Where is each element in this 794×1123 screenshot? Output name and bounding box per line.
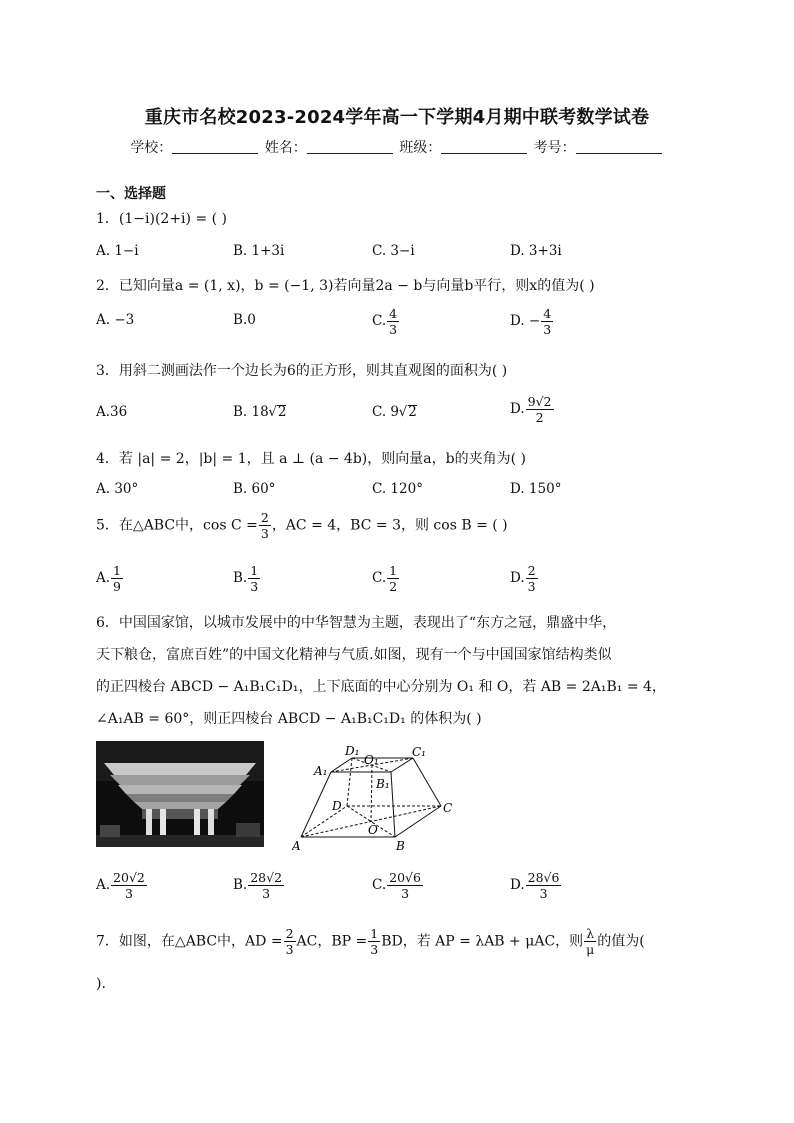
option-c[interactable]: C. 3−i — [372, 243, 415, 259]
option-c[interactable]: C. $\frac{1}{2}$ — [372, 563, 398, 594]
option-d[interactable]: D. − $\frac{4}{3}$ — [510, 306, 552, 337]
school-label: 学校： — [130, 140, 173, 156]
name-field[interactable] — [307, 139, 393, 154]
question-7: 7．如图，在△ABC中，AD = $\frac{2}{3}$ AC，BP = $\frac{1}{3}$ BD，若 AP = λAB + μAC，则 $\frac{\lambda}{\mu}$ 的值为( — [96, 926, 645, 957]
option-a[interactable]: A. $\frac{1}{9}$ — [96, 563, 121, 594]
question-2: 2．已知向量a = (1, x)，b = (−1, 3)若向量2a − b与向量b平行，则x的值为( ) — [96, 278, 595, 294]
option-a[interactable]: A. 1−i — [96, 243, 139, 259]
question-5-options — [96, 563, 696, 593]
label-O: O — [368, 823, 378, 837]
school-field[interactable] — [172, 139, 258, 154]
name-label: 姓名： — [264, 140, 307, 156]
option-b[interactable]: B. 1+3i — [233, 243, 285, 259]
label-D1: D₁ — [345, 744, 360, 758]
question-6-options — [96, 870, 696, 900]
option-d[interactable]: D. $\frac{28√6}{3}$ — [510, 870, 560, 901]
id-label: 考号： — [533, 140, 576, 156]
china-pavilion-photo — [96, 741, 264, 847]
question-6-line-3: 的正四棱台 ABCD − A₁B₁C₁D₁，上下底面的中心分别为 O₁ 和 O，若 AB = 2A₁B₁ = 4， — [96, 679, 666, 695]
option-d[interactable]: D. $\frac{9√2}{2}$ — [510, 394, 552, 425]
question-3: 3．用斜二测画法作一个边长为6的正方形，则其直观图的面积为( ) — [96, 363, 508, 379]
label-B: B — [396, 839, 405, 853]
class-label: 班级： — [399, 140, 442, 156]
question-7-tail: ). — [96, 976, 106, 992]
question-1-options — [96, 243, 696, 273]
label-A: A — [292, 839, 301, 853]
class-field[interactable] — [441, 139, 527, 154]
option-b[interactable]: B. 60° — [233, 481, 276, 497]
section-heading: 一、选择题 — [96, 186, 166, 202]
option-d[interactable]: D. 3+3i — [510, 243, 562, 259]
question-2-options — [96, 306, 696, 342]
id-field[interactable] — [576, 139, 662, 154]
option-a[interactable]: A. −3 — [96, 312, 135, 328]
option-b[interactable]: B. 18 √ 2 — [233, 404, 286, 420]
exam-title: 重庆市名校2023-2024学年高一下学期4月期中联考数学试卷 — [144, 107, 650, 128]
student-info-line — [0, 137, 794, 157]
label-A1: A₁ — [314, 764, 328, 778]
question-6-line-1: 6．中国国家馆，以城市发展中的中华智慧为主题，表现出了“东方之冠，鼎盛中华， — [96, 615, 617, 631]
option-c[interactable]: C. $\frac{4}{3}$ — [372, 306, 398, 337]
frustum-diagram — [292, 742, 462, 854]
label-D: D — [332, 799, 342, 813]
option-c[interactable]: C. 120° — [372, 481, 423, 497]
option-a[interactable]: A. 30° — [96, 481, 139, 497]
label-C1: C₁ — [412, 745, 426, 759]
option-b[interactable]: B.0 — [233, 312, 256, 328]
question-6-line-2: 天下粮仓，富庶百姓”的中国文化精神与气质.如图，现有一个与中国国家馆结构类似 — [96, 647, 612, 663]
option-d[interactable]: D. 150° — [510, 481, 562, 497]
label-C: C — [443, 801, 453, 815]
option-b[interactable]: B. $\frac{1}{3}$ — [233, 563, 259, 594]
question-1: 1．(1−i)(2+i) = ( ) — [96, 211, 228, 227]
label-O1: O₁ — [364, 753, 379, 767]
question-4-options — [96, 481, 696, 511]
option-d[interactable]: D. $\frac{2}{3}$ — [510, 563, 536, 594]
option-a[interactable]: A. $\frac{20√2}{3}$ — [96, 870, 145, 901]
option-b[interactable]: B. $\frac{28√2}{3}$ — [233, 870, 283, 901]
question-5: 5．在△ABC中，cos C = $\frac{2}{3}$ ，AC = 4，BC = 3，则 cos B = ( ) — [96, 510, 508, 541]
question-6-line-4: ∠A₁AB = 60°，则正四棱台 ABCD − A₁B₁C₁D₁ 的体积为( ) — [96, 711, 482, 727]
option-c[interactable]: C. 9 √ 2 — [372, 404, 417, 420]
question-4: 4．若 |a| = 2，|b| = 1，且 a ⊥ (a − 4b)，则向量a，b的夹角为( ) — [96, 451, 526, 467]
label-B1: B₁ — [376, 777, 390, 791]
option-a[interactable]: A.36 — [96, 404, 128, 420]
option-c[interactable]: C. $\frac{20√6}{3}$ — [372, 870, 421, 901]
question-3-options — [96, 394, 696, 434]
